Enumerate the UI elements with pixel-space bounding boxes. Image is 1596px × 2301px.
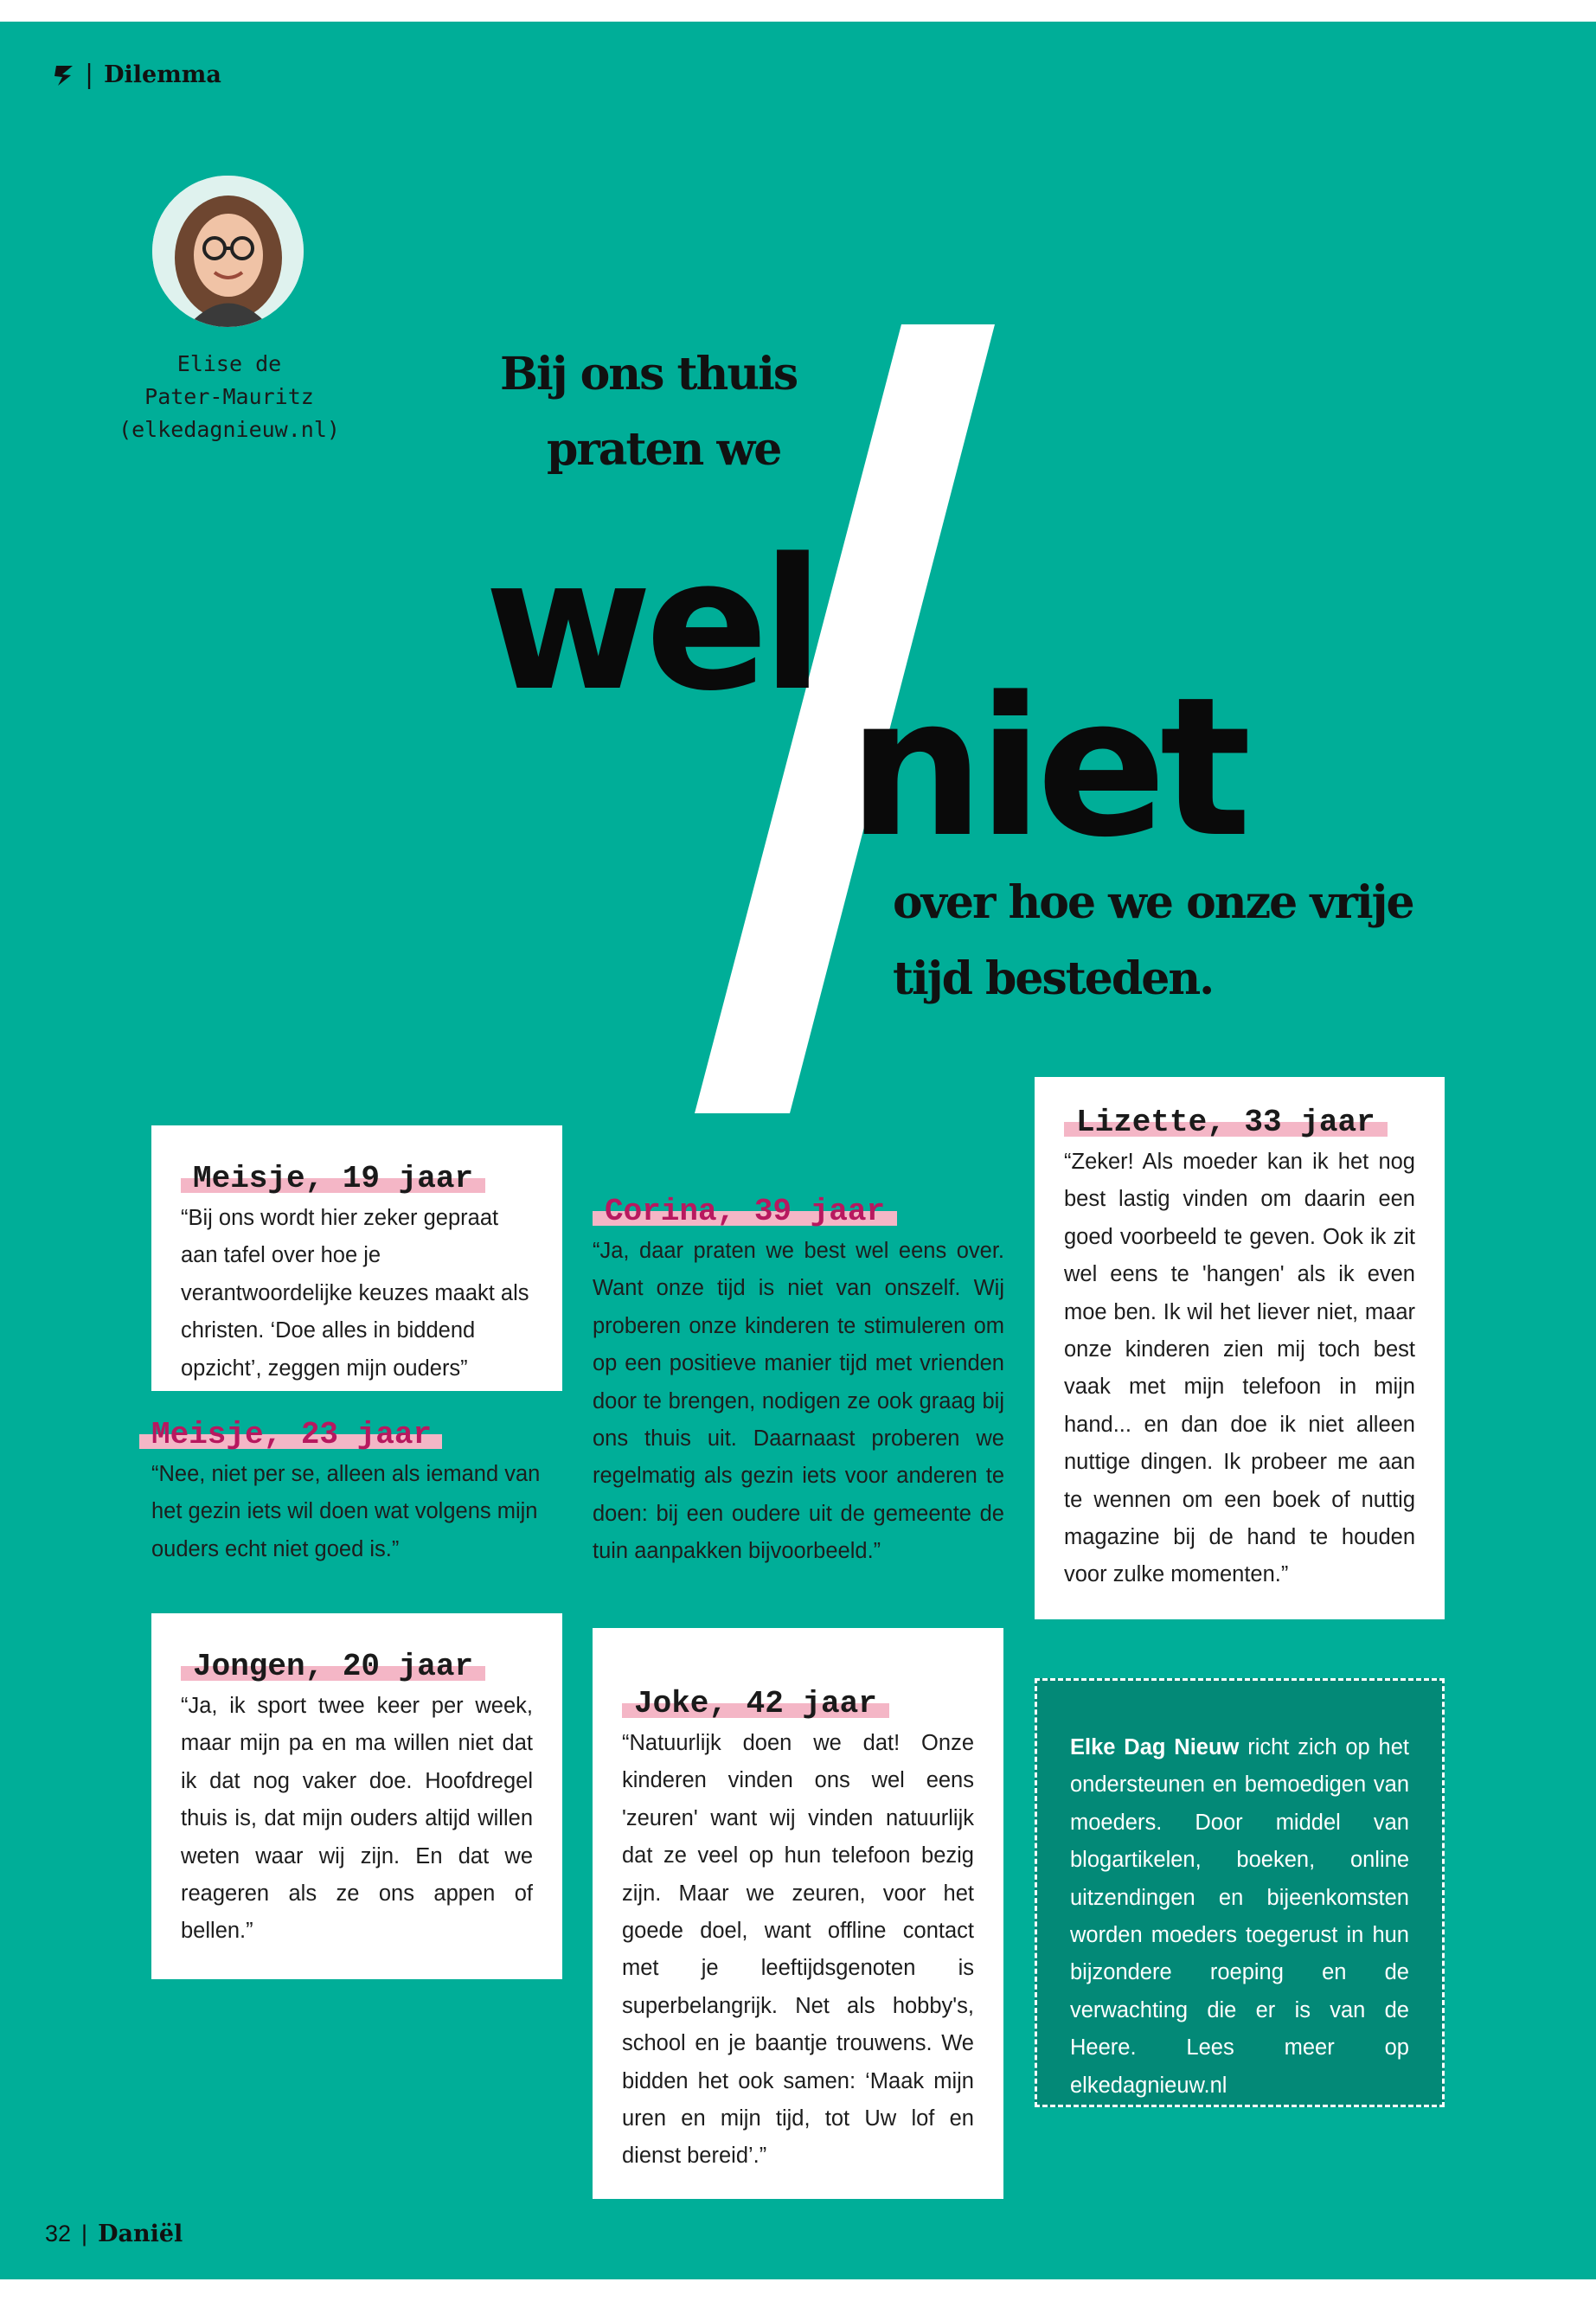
magazine-page (0, 22, 1596, 2279)
magazine-name: Daniël (98, 2221, 183, 2247)
response-block (151, 1418, 567, 1568)
headline-line-4: tijd besteden. (893, 952, 1214, 1005)
response-name: Meisje, 19 jaar (181, 1162, 485, 1196)
response-block (593, 1195, 1004, 1571)
response-name: Jongen, 20 jaar (181, 1650, 485, 1684)
response-name: Meisje, 23 jaar (139, 1418, 442, 1452)
response-card (151, 1125, 562, 1391)
response-card (593, 1628, 1003, 2199)
headline-line-3: over hoe we onze vrije (893, 876, 1413, 929)
organization-name: Elke Dag Nieuw (1070, 1735, 1240, 1759)
response-quote: “Nee, niet per se, alleen als iemand van het gezin iets wil doen wat volgens mijn ouders echt niet goed is.” (151, 1462, 541, 1561)
response-quote: “Natuurlijk doen we dat! Onze kinderen vinden ons wel eens 'zeuren' want wij vinden natuurlijk dat ze veel op hun telefoon bezig zijn. Maar we zeuren, voor het goede doel, want offline contact met je leeftijdsgenoten is superbelangrijk. Net als hobby's, school en je baantje trouwens. We bidden het ook samen: ‘Maak mijn uren en mijn tijd, tot Uw lof en dienst bereid’.” (622, 1731, 974, 2169)
response-card (1035, 1077, 1445, 1619)
section-divider: | (85, 60, 94, 90)
headline-word-niet: niet (848, 657, 1245, 880)
headline-line-1: Bij ons thuis (500, 348, 798, 401)
footer-divider: | (81, 2221, 88, 2247)
response-quote: “Zeker! Als moeder kan ik het nog best lastig vinden om daarin een goed voorbeeld te geven. Ook ik zit wel eens te 'hangen' als ik even moe ben. Ik wil het liever niet, maar onze kinderen zien mij toch best vaak met mijn telefoon in mijn hand... en dan doe ik niet alleen nuttige dingen. Ik probeer me aan te wennen om een boek of nuttig magazine bij de hand te houden voor zulke momenten.” (1064, 1150, 1415, 1587)
headline-line-2: praten we (547, 423, 781, 476)
response-name: Corina, 39 jaar (593, 1195, 897, 1229)
author-credit: Elise de Pater-Mauritz (elkedagnieuw.nl) (119, 351, 340, 442)
organization-info-text (1070, 1729, 1409, 2105)
section-title: Dilemma (104, 61, 221, 88)
response-quote: “Ja, ik sport twee keer per week, maar mijn pa en ma willen niet dat ik dat nog vaker doe. Hoofdregel thuis is, dat mijn ouders altijd willen weten waar wij zijn. En dat we reageren als ze ons appen of bellen.” (181, 1694, 533, 1944)
organization-description: richt zich op het ondersteunen en bemoedigen van moeders. Door middel van blogartikelen, boeken, online uitzendingen en bijeenkomsten worden moeders toegerust in hun bijzondere roeping en de verwachting die er is van de Heere. Lees meer op elkedagnieuw.nl (1070, 1735, 1409, 2098)
organization-info-box (1035, 1678, 1445, 2107)
response-quote: “Ja, daar praten we best wel eens over. Want onze tijd is niet van onszelf. Wij proberen onze kinderen te stimuleren om op een positieve manier tijd met vrienden door te brengen, nodigen ze ook graag bij ons thuis uit. Daarnaast proberen we regelmatig als gezin iets voor anderen te doen: bij een oudere uit de gemeente de tuin aanpakken bijvoorbeeld.” (593, 1239, 1004, 1564)
response-card (151, 1613, 562, 1979)
headline-word-wel: wel (484, 519, 817, 731)
page-footer (45, 2221, 183, 2247)
page-number: 32 (45, 2221, 72, 2247)
response-name: Joke, 42 jaar (622, 1687, 889, 1721)
response-quote: “Bij ons wordt hier zeker gepraat aan tafel over hoe je verantwoordelijke keuzes maakt als christen. ‘Doe alles in biddend opzicht’, zeggen mijn ouders” (181, 1206, 529, 1381)
response-name: Lizette, 33 jaar (1064, 1106, 1388, 1140)
